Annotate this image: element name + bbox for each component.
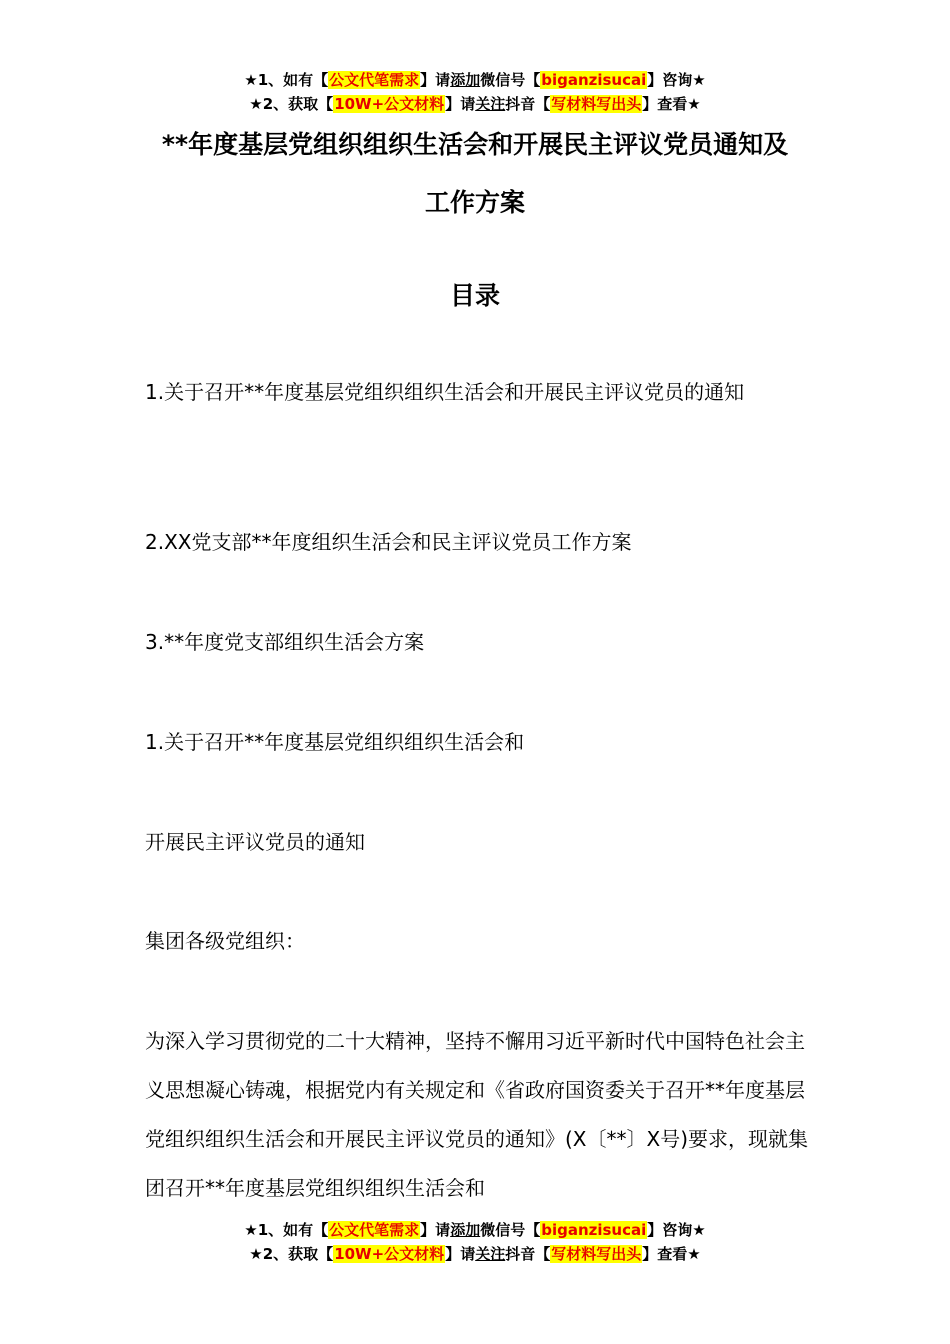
banner-underlined: 添加 — [450, 71, 481, 89]
banner-line-1 — [0, 1218, 950, 1242]
toc-item: 2.XX党支部**年度组织生活会和民主评议党员工作方案 — [145, 530, 632, 554]
banner-highlight: 写材料写出头 — [551, 95, 642, 113]
banner-text: 微信号【 — [480, 1221, 541, 1239]
banner-highlight: 公文代笔需求 — [329, 71, 420, 89]
banner-line-2 — [0, 1242, 950, 1266]
banner-highlight: biganzisucai — [541, 1221, 647, 1239]
banner-highlight: biganzisucai — [541, 71, 647, 89]
toc-item: 3.**年度党支部组织生活会方案 — [145, 630, 425, 654]
banner-text: 】咨询★ — [647, 1221, 706, 1239]
banner-text: ★1、如有【 — [244, 1221, 329, 1239]
document-title-line-2: 工作方案 — [424, 188, 525, 217]
banner-text: 抖音【 — [505, 95, 551, 113]
document-title-line-1: **年度基层党组织组织生活会和开展民主评议党员通知及 — [161, 130, 789, 159]
banner-text: ★1、如有【 — [244, 71, 329, 89]
banner-text: 】咨询★ — [647, 71, 706, 89]
banner-text: 】查看★ — [642, 1245, 701, 1263]
banner-text: 】查看★ — [642, 95, 701, 113]
banner-underlined: 关注 — [475, 95, 506, 113]
banner-text: 】请 — [420, 1221, 451, 1239]
header-banner — [0, 68, 950, 116]
salutation: 集团各级党组织： — [145, 929, 305, 953]
footer-banner — [0, 1218, 950, 1266]
section-title-line-2: 开展民主评议党员的通知 — [145, 830, 365, 854]
toc-item: 1.关于召开**年度基层党组织组织生活会和开展民主评议党员的通知 — [145, 380, 745, 404]
banner-highlight: 公文代笔需求 — [329, 1221, 420, 1239]
banner-highlight: 写材料写出头 — [551, 1245, 642, 1263]
banner-text: ★2、获取【 — [249, 1245, 334, 1263]
banner-underlined: 关注 — [475, 1245, 506, 1263]
banner-text: ★2、获取【 — [249, 95, 334, 113]
banner-highlight: 10W+公文材料 — [334, 1245, 445, 1263]
banner-text: 】请 — [445, 95, 476, 113]
banner-text: 抖音【 — [505, 1245, 551, 1263]
toc-heading: 目录 — [449, 281, 500, 310]
section-title-line-1: 1.关于召开**年度基层党组织组织生活会和 — [145, 730, 525, 754]
banner-line-2 — [0, 92, 950, 116]
banner-text: 】请 — [445, 1245, 476, 1263]
banner-highlight: 10W+公文材料 — [334, 95, 445, 113]
document-title — [0, 116, 950, 232]
banner-text: 微信号【 — [480, 71, 541, 89]
banner-underlined: 添加 — [450, 1221, 481, 1239]
body-paragraph: 为深入学习贯彻党的二十大精神，坚持不懈用习近平新时代中国特色社会主义思想凝心铸魂，根据党内有关规定和《省政府国资委关于召开**年度基层党组织组织生活会和开展民主评议党员的通知》(X〔**〕X号)要求，现就集团召开**年度基层党组织组织生活会和 — [145, 1029, 809, 1200]
banner-text: 】请 — [420, 71, 451, 89]
banner-line-1 — [0, 68, 950, 92]
